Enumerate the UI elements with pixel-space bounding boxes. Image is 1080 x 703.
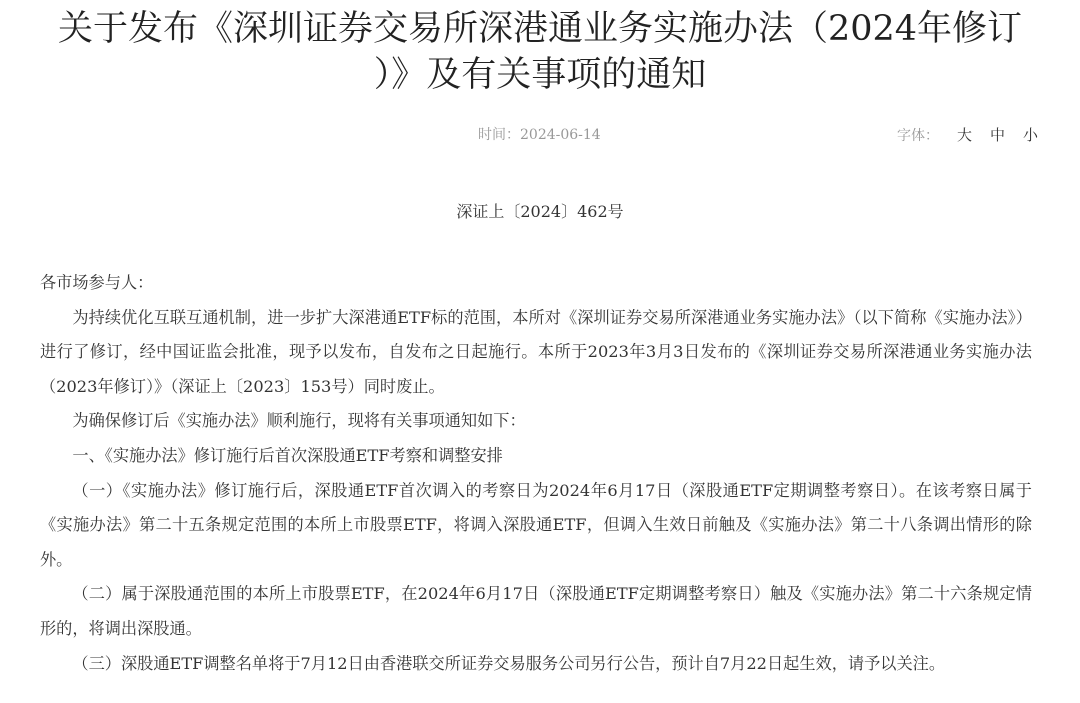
document-number: 深证上〔2024〕462号 [456, 202, 624, 221]
paragraph: 为持续优化互联互通机制，进一步扩大深港通ETF标的范围，本所对《深圳证券交易所深港通业务实施办法》（以下简称《实施办法》）进行了修订，经中国证监会批准，现予以发布，自发布之日起施行。本所于2023年3月3日发布的《深圳证券交易所深港通业务实施办法（2023年修订）》（深证上〔2023〕153号）同时废止。 [40, 307, 1032, 396]
title-line-2: ）》及有关事项的通知 [373, 55, 707, 95]
title-line-1: 关于发布《深圳证券交易所深港通业务实施办法（2024年修订 [57, 9, 1023, 49]
font-size-large-button[interactable]: 大 [957, 126, 973, 144]
time-label: 时间： [478, 127, 520, 143]
font-size-selector [897, 124, 1038, 145]
font-size-small-button[interactable]: 小 [1023, 126, 1039, 144]
time-value: 2024-06-14 [520, 127, 601, 143]
section-heading: 一、《实施办法》修订施行后首次深股通ETF考察和调整安排 [72, 445, 503, 465]
salutation: 各市场参与人： [40, 273, 154, 292]
font-size-label: 字体： [897, 127, 939, 144]
paragraph: （一）《实施办法》修订施行后，深股通ETF首次调入的考察日为2024年6月17日（深股通ETF定期调整考察日）。在该考察日属于《实施办法》第二十五条规定范围的本所上市股票ETF，将调入深股通ETF，但调入生效日前触及《实施办法》第二十八条调出情形的除外。 [40, 480, 1032, 569]
paragraph: （二）属于深股通范围的本所上市股票ETF，在2024年6月17日（深股通ETF定期调整考察日）触及《实施办法》第二十六条规定情形的，将调出深股通。 [40, 584, 1032, 638]
article-title [30, 6, 1050, 98]
paragraph: 为确保修订后《实施办法》顺利施行，现将有关事项通知如下： [72, 411, 526, 431]
publish-time [478, 124, 601, 144]
font-size-medium-button[interactable]: 中 [990, 126, 1006, 144]
article-body [40, 266, 1032, 681]
paragraph: （三）深股通ETF调整名单将于7月12日由香港联交所证券交易服务公司另行公告，预计自7月22日起生效，请予以关注。 [72, 653, 946, 673]
